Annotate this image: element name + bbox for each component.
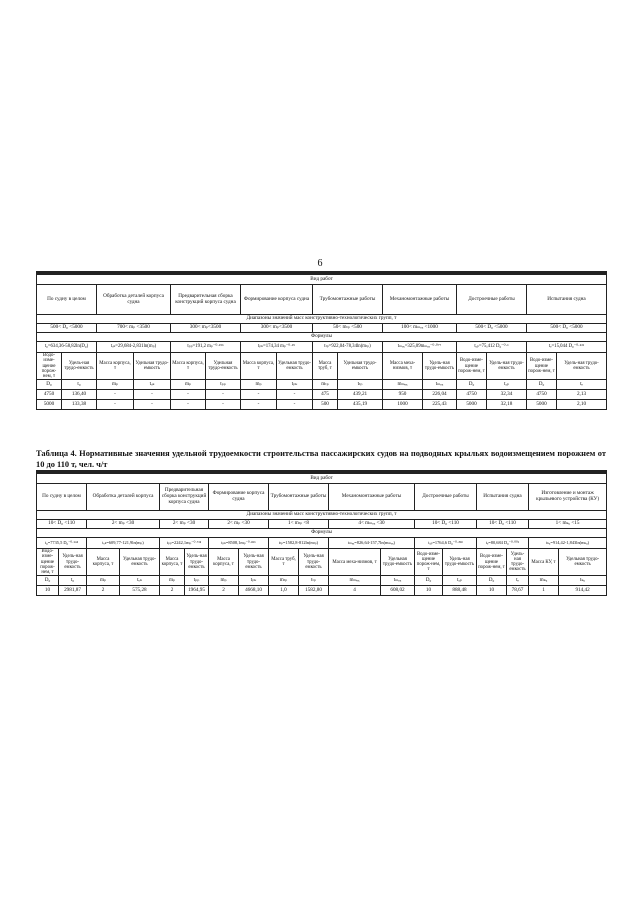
symbol-cell: D₀ [37, 380, 62, 390]
symbol-cell: mₚ [97, 380, 134, 390]
symbol-cell: mₜₚ [269, 576, 299, 586]
labor-intensity-table-continued [36, 271, 607, 410]
data-cell: 4750 [527, 390, 557, 400]
data-cell: - [171, 400, 206, 410]
desc-cell: Масса корпуса, т [241, 353, 277, 380]
formula-row [37, 538, 607, 549]
desc-cell: Масса корпуса, т [160, 549, 185, 576]
data-cell: 1582,80 [299, 586, 329, 596]
desc-cell: Удель-ная трудо-емкость [443, 549, 477, 576]
symbol-cell: tₜₚ [299, 576, 329, 586]
desc-cell: Удельная трудо-емкость [120, 549, 160, 576]
desc-cell: Масса труб, т [313, 353, 338, 380]
desc-cell: Водо-изме-щение порож-нем, т [477, 549, 507, 576]
range-cell: 10< D₀ <110 [415, 520, 477, 529]
range-cell: 700< mₚ <3500 [97, 324, 171, 333]
header-cell: По судну в целом [37, 484, 87, 511]
range-cell: 50< mₜₚ <500 [313, 324, 383, 333]
range-cell: 300< mₚ<3500 [171, 324, 241, 333]
desc-cell: Водо-изме-щение порож-нем, т [37, 353, 62, 380]
header-cell: Испытания судна [477, 484, 529, 511]
data-cell: 10 [477, 586, 507, 596]
desc-cell: Удельная трудо-емкость [277, 353, 313, 380]
desc-cell: Удель-ная трудо-емкость [62, 353, 97, 380]
data-cell: - [97, 390, 134, 400]
data-cell: 2981,87 [59, 586, 87, 596]
data-cell: 10 [415, 586, 443, 596]
data-cell: - [134, 390, 171, 400]
data-cell: 78,67 [507, 586, 529, 596]
data-cell: 2,13 [557, 390, 607, 400]
symbol-cell: tₒₖ [134, 380, 171, 390]
data-cell: 226,04 [423, 390, 457, 400]
desc-cell: Масса корпуса, т [97, 353, 134, 380]
data-cell: 439,21 [338, 390, 383, 400]
range-cell: 1< mₖᵤ <15 [529, 520, 607, 529]
desc-cell: Удель-ная трудо-емкость [59, 549, 87, 576]
symbol-cell: mₚ [87, 576, 120, 586]
data-cell: 1,0 [269, 586, 299, 596]
symbol-cell: mₖᵤ [529, 576, 559, 586]
data-cell: 32,34 [487, 390, 527, 400]
formula-cell: tₚₚ=191,2 mₚ⁻⁰·³⁵⁶ [171, 342, 241, 353]
data-cell: 500 [313, 400, 338, 410]
desc-cell: Удель-ная трудо-емкость [299, 549, 329, 576]
header-cell: Механомонтажные работы [383, 285, 457, 315]
range-cell: 10< D₀ <110 [477, 520, 529, 529]
formula-cell: t₀=7735,5 D₀⁻⁰·⁶³⁴ [37, 538, 87, 549]
desc-cell: Масса меха-низмов, т [329, 549, 381, 576]
desc-cell: Масса корпуса, т [171, 353, 206, 380]
symbol-cell: tₑ [557, 380, 607, 390]
formula-cell: tₒₖ=29,684-2,831ln(mₚ) [97, 342, 171, 353]
data-cell: 5000 [457, 400, 487, 410]
range-cell: 100< mₘₑₓ <1000 [383, 324, 457, 333]
formula-cell: tₜₚ=922,04-78,34ln(mₜₚ) [313, 342, 383, 353]
data-cell: 950 [383, 390, 423, 400]
hydrofoil-labor-intensity-table [36, 470, 607, 596]
desc-cell: Удельная трудо-емкость [338, 353, 383, 380]
symbol-cell: tₚₖ [277, 380, 313, 390]
symbol-cell: mₚ [209, 576, 239, 586]
symbol-cell: t₀ [62, 380, 97, 390]
desc-cell: Удель-ная трудо-емкость [557, 353, 607, 380]
data-cell: 888,48 [443, 586, 477, 596]
table-row [37, 400, 607, 410]
desc-cell: Водо-изме-щение порож-нем, т [527, 353, 557, 380]
table-caption: Таблица 4. Нормативные значения удельной трудоемкости строительства пассажирских судов на подводных крыльях водоизмещением порожнем от 10 до 110 т, чел. ч/т [36, 449, 606, 469]
symbol-cell: D₀ [37, 576, 59, 586]
data-cell: 133,38 [62, 400, 97, 410]
data-cell: 575,28 [120, 586, 160, 596]
data-cell: 5000 [527, 400, 557, 410]
data-cell: - [241, 400, 277, 410]
range-row [37, 324, 607, 333]
data-cell: 2 [209, 586, 239, 596]
table-row [37, 390, 607, 400]
range-cell: 10< D₀ <110 [37, 520, 87, 529]
formula-row [37, 342, 607, 353]
symbol-cell: D₀ [527, 380, 557, 390]
data-cell: - [206, 390, 241, 400]
formula-cell: tₒₖ=609,77-121,9ln(mₚ) [87, 538, 160, 549]
formula-cell: tₚₖ=8508,1mₚ⁻⁰·⁸⁶⁶ [209, 538, 269, 549]
header-cell: Достроечные работы [457, 285, 527, 315]
symbol-cell: tₖᵤ [559, 576, 607, 586]
data-cell: 136,40 [62, 390, 97, 400]
data-cell: - [97, 400, 134, 410]
formula-cell: t₀=634,36-58,82ln(D₀) [37, 342, 97, 353]
formula-title: Формулы [37, 333, 607, 342]
symbol-cell: tₘₑₓ [381, 576, 415, 586]
range-cell: 500< D₀ <5000 [37, 324, 97, 333]
column-description-row [37, 353, 607, 380]
data-cell: - [171, 390, 206, 400]
formula-cell: tₘₑₓ=325,09mₘₑₓ⁻⁰·⁰⁷⁷ [383, 342, 457, 353]
formula-cell: tₚₚ=2242,1mₚ⁻⁰·⁷¹⁸ [160, 538, 209, 549]
data-cell: 2,10 [557, 400, 607, 410]
data-cell: 914,42 [559, 586, 607, 596]
formula-cell: tₐₚ=1764,6 D₀⁻⁰·²⁹⁸ [415, 538, 477, 549]
desc-cell: Удель-ная трудо-емкость [185, 549, 209, 576]
data-cell: 435,19 [338, 400, 383, 410]
symbol-cell: tₚₚ [206, 380, 241, 390]
symbol-cell: tₒₖ [120, 576, 160, 586]
formula-cell: tₜₚ=1582,8-812ln(mₜₚ) [269, 538, 329, 549]
desc-cell: Удельная трудо-емкость [381, 549, 415, 576]
symbol-cell: mₜₚ [313, 380, 338, 390]
data-cell: 475 [313, 390, 338, 400]
desc-cell: Удельная трудо-емкость [134, 353, 171, 380]
header-cell: По судну в целом [37, 285, 97, 315]
header-cell: Предварительная сборка конструкций корпуса судна [160, 484, 209, 511]
desc-cell: Масса корпуса, т [209, 549, 239, 576]
header-cell: Механомонтажные работы [329, 484, 415, 511]
header-cell: Достроечные работы [415, 484, 477, 511]
header-cell: Обработка деталей корпуса [87, 484, 160, 511]
data-cell: - [206, 400, 241, 410]
symbol-cell: tₐₚ [443, 576, 477, 586]
column-description-row [37, 549, 607, 576]
range-cell: 1< mₜₚ <8 [269, 520, 329, 529]
data-cell: 4750 [457, 390, 487, 400]
formula-cell: tₑ=15,044 D₀⁻⁰·²³¹ [527, 342, 607, 353]
symbol-cell: mₘₑₓ [329, 576, 381, 586]
header-cell: Трубомонтажные работы [269, 484, 329, 511]
data-cell: - [277, 390, 313, 400]
data-cell: 10 [37, 586, 59, 596]
desc-cell: Удель-ная трудо-емкость [423, 353, 457, 380]
desc-cell: Удельная трудо-емкость [206, 353, 241, 380]
desc-cell: Удель-ная трудо-емкость [239, 549, 269, 576]
formula-cell: tₐₚ=75,412 D₀⁻⁰·¹ [457, 342, 527, 353]
symbol-cell: mₚ [241, 380, 277, 390]
range-cell: 2< mₚ <30 [160, 520, 209, 529]
data-cell: - [134, 400, 171, 410]
range-title: Диапазоны значений масс конструктивно-технологических групп, т [37, 511, 607, 520]
range-cell: 2< mₚ <30 [209, 520, 269, 529]
desc-cell: Удель-ная трудо-емкость [507, 549, 529, 576]
data-cell: 1 [529, 586, 559, 596]
desc-cell: Водо-изме-щение порож-нем, т [37, 549, 59, 576]
desc-cell: Масса КУ, т [529, 549, 559, 576]
header-cell: Трубомонтажные работы [313, 285, 383, 315]
desc-cell: Масса труб, т [269, 549, 299, 576]
symbol-cell: mₘₑₓ [383, 380, 423, 390]
range-cell: 2< mₚ <30 [87, 520, 160, 529]
formula-cell: tₚₖ=174,34 mₚ⁻⁰·³⁵ [241, 342, 313, 353]
desc-cell: Масса корпуса, т [87, 549, 120, 576]
symbol-row [37, 380, 607, 390]
desc-cell: Водо-изме-щение порож-нем, т [457, 353, 487, 380]
range-row [37, 520, 607, 529]
symbol-cell: mₚ [171, 380, 206, 390]
data-cell: 4668,10 [239, 586, 269, 596]
range-cell: 300< mₚ<3500 [241, 324, 313, 333]
desc-cell: Удельная трудо-емкость [559, 549, 607, 576]
symbol-cell: tₐₚ [487, 380, 527, 390]
symbol-cell: D₀ [457, 380, 487, 390]
data-cell: 5000 [37, 400, 62, 410]
data-cell: 608,02 [381, 586, 415, 596]
data-cell: 1964,95 [185, 586, 209, 596]
desc-cell: Масса меха-низмов, т [383, 353, 423, 380]
desc-cell: Удель-ная трудо-емкость [487, 353, 527, 380]
header-cell: Изготовление и монтаж крыльевого устройства (КУ) [529, 484, 607, 511]
symbol-cell: tₜₚ [338, 380, 383, 390]
data-cell: - [241, 390, 277, 400]
data-cell: 1000 [383, 400, 423, 410]
symbol-cell: tₘₑₓ [423, 380, 457, 390]
formula-cell: tₑ=80,684 D₀⁻⁰·⁰⁰¹ [477, 538, 529, 549]
symbol-cell: mₚ [160, 576, 185, 586]
data-cell: 225,43 [423, 400, 457, 410]
symbol-cell: D₀ [415, 576, 443, 586]
table-title: Вид работ [37, 474, 607, 484]
header-cell: Формирование корпуса судна [209, 484, 269, 511]
data-cell: 2 [87, 586, 120, 596]
data-cell: 4 [329, 586, 381, 596]
symbol-row [37, 576, 607, 586]
table-title: Вид работ [37, 275, 607, 285]
header-cell: Формирование корпуса судна [241, 285, 313, 315]
symbol-cell: tₑ [507, 576, 529, 586]
header-cell: Предварительная сборка конструкций корпуса судна [171, 285, 241, 315]
data-cell: 2 [160, 586, 185, 596]
data-cell: - [277, 400, 313, 410]
table-row [37, 586, 607, 596]
desc-cell: Водо-изме-щение порож-нем, т [415, 549, 443, 576]
header-row [37, 285, 607, 315]
data-cell: 32,18 [487, 400, 527, 410]
header-cell: Испытания судна [527, 285, 607, 315]
symbol-cell: t₀ [59, 576, 87, 586]
header-cell: Обработка деталей корпуса судна [97, 285, 171, 315]
formula-cell: tₘₑₓ=826,64-157,7ln(mₘₑₓ) [329, 538, 415, 549]
symbol-cell: tₚₖ [239, 576, 269, 586]
symbol-cell: D₀ [477, 576, 507, 586]
formula-title: Формулы [37, 529, 607, 538]
data-cell: 4750 [37, 390, 62, 400]
range-cell: 500< D₀ <5000 [457, 324, 527, 333]
range-title: Диапазоны значений масс конструктивно-технологических групп, т [37, 315, 607, 324]
page-number: 6 [317, 258, 323, 269]
formula-cell: tₖᵤ=914,42-1,843ln(mₖᵤ) [529, 538, 607, 549]
header-row [37, 484, 607, 511]
range-cell: 4< mₘₑₓ <30 [329, 520, 415, 529]
range-cell: 500< D₀ <5000 [527, 324, 607, 333]
symbol-cell: tₚₚ [185, 576, 209, 586]
